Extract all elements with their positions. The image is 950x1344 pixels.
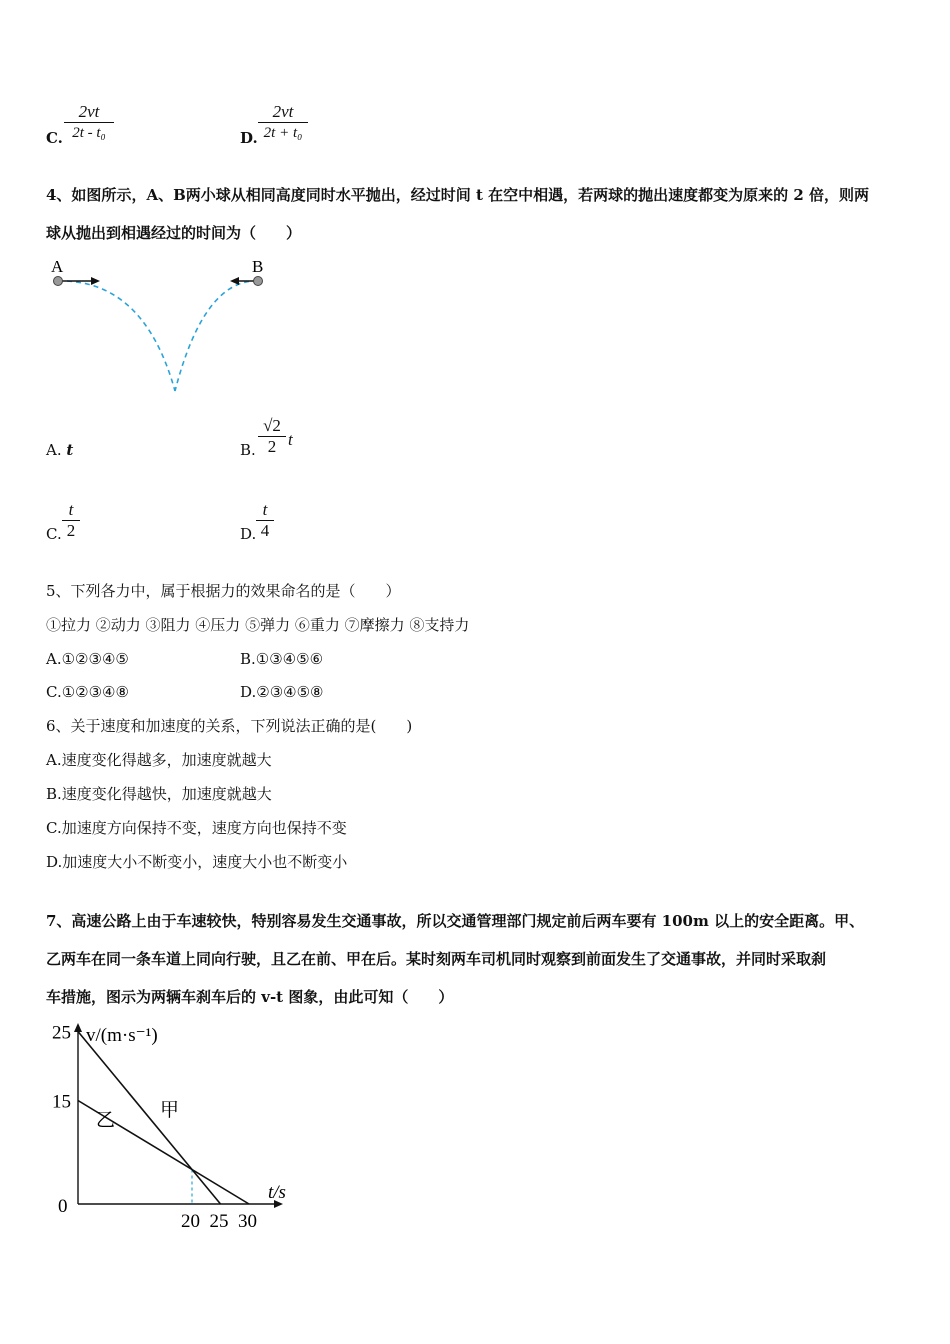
q4-option-b-variable: t (288, 430, 293, 449)
q3-option-d-numerator: 2vt (272, 102, 294, 121)
q5-option-c: C.①②③④⑧ (46, 683, 129, 701)
q3-option-c-denominator: 2t - t₀ (72, 125, 106, 141)
q4-ball-b (254, 277, 263, 286)
q4-option-c-fraction (62, 500, 80, 541)
q4-option-b-numerator: √2 (263, 416, 281, 435)
q7-y-tick-25: 25 (52, 1022, 71, 1044)
q3-option-c-fraction (64, 102, 114, 143)
q7-x-tick-30: 30 (238, 1211, 257, 1232)
q4-option-c-label: C. (46, 525, 62, 543)
q7-vt-graph (40, 1018, 300, 1238)
q4-option-a-value: t (66, 441, 74, 459)
q4-stem-line2: 球从抛出到相遇经过的时间为（ ） (46, 224, 302, 242)
q7-series-label-jia: 甲 (160, 1100, 180, 1121)
q7-series-label-yi: 乙 (96, 1110, 116, 1131)
q4-option-b-label: B. (240, 441, 256, 459)
q5-items: ①拉力 ②动力 ③阻力 ④压力 ⑤弹力 ⑥重力 ⑦摩擦力 ⑧支持力 (46, 616, 470, 634)
q4-trajectory-b (175, 281, 258, 391)
q4-option-d-label: D. (240, 525, 257, 543)
q7-y-axis-label: v/(m·s⁻¹) (86, 1025, 158, 1046)
q4-option-c-numerator: t (68, 500, 74, 519)
q4-stem (46, 176, 916, 252)
q4-option-a (46, 440, 73, 460)
q3-option-c-numerator: 2vt (78, 102, 100, 121)
q6-stem: 6、关于速度和加速度的关系，下列说法正确的是( ) (46, 717, 413, 735)
q5-stem: 5、下列各力中，属于根据力的效果命名的是（ ） (46, 582, 401, 600)
q7-stem-line3: 车措施，图示为两辆车刹车后的 v-t 图象，由此可知（ ） (46, 988, 454, 1006)
q3-option-d-label: D. (240, 129, 258, 147)
q4-stem-line1: 4、如图所示，A、B两小球从相同高度同时水平抛出，经过时间 t 在空中相遇，若两球的抛出速度都变为原来的 2 倍，则两 (46, 186, 870, 204)
q4-option-b-denominator: 2 (267, 437, 277, 456)
q3-option-d-fraction (258, 102, 308, 143)
q7-stem-line2: 乙两车在同一条车道上同向行驶，且乙在前、甲在后。某时刻两车司机同时观察到前面发生了交通事故，并同时采取刹 (46, 950, 827, 968)
q4-projectile-figure (44, 254, 274, 399)
q7-stem (46, 902, 916, 1016)
q7-stem-line1: 7、高速公路上由于车速较快，特别容易发生交通事故，所以交通管理部门规定前后两车要有 100m 以上的安全距离。甲、 (46, 912, 865, 930)
q4-option-c-denominator: 2 (66, 521, 76, 540)
q3-option-c-label: C. (46, 129, 63, 147)
q7-origin-label: 0 (58, 1196, 68, 1217)
q3-option-d-denominator: 2t + t₀ (263, 125, 303, 141)
q4-option-b-fraction (258, 416, 286, 457)
q6-option-c: C.加速度方向保持不变，速度方向也保持不变 (46, 819, 347, 837)
q4-ball-a (54, 277, 63, 286)
q4-option-d-numerator: t (262, 500, 268, 519)
q7-y-tick-15: 15 (52, 1091, 71, 1113)
q6-option-d: D.加速度大小不断变小，速度大小也不断变小 (46, 853, 348, 871)
q6-option-b: B.速度变化得越快，加速度就越大 (46, 785, 272, 803)
q6-option-a: A.速度变化得越多，加速度就越大 (46, 751, 272, 769)
q4-figure-label-b: B (252, 257, 264, 276)
q7-x-tick-20: 20 (181, 1211, 200, 1232)
q4-trajectory-a (58, 281, 175, 391)
q4-option-d-fraction (256, 500, 274, 541)
q7-x-tick-25: 25 (209, 1211, 229, 1232)
q4-option-d-denominator: 4 (260, 521, 270, 540)
q5-option-b: B.①③④⑤⑥ (240, 650, 324, 668)
q7-x-axis-label: t/s (268, 1182, 286, 1203)
q4-option-a-label: A. (46, 441, 62, 459)
q4-figure-label-a: A (51, 257, 64, 276)
q5-option-a: A.①②③④⑤ (46, 650, 129, 668)
q5-option-d: D.②③④⑤⑧ (240, 683, 324, 701)
